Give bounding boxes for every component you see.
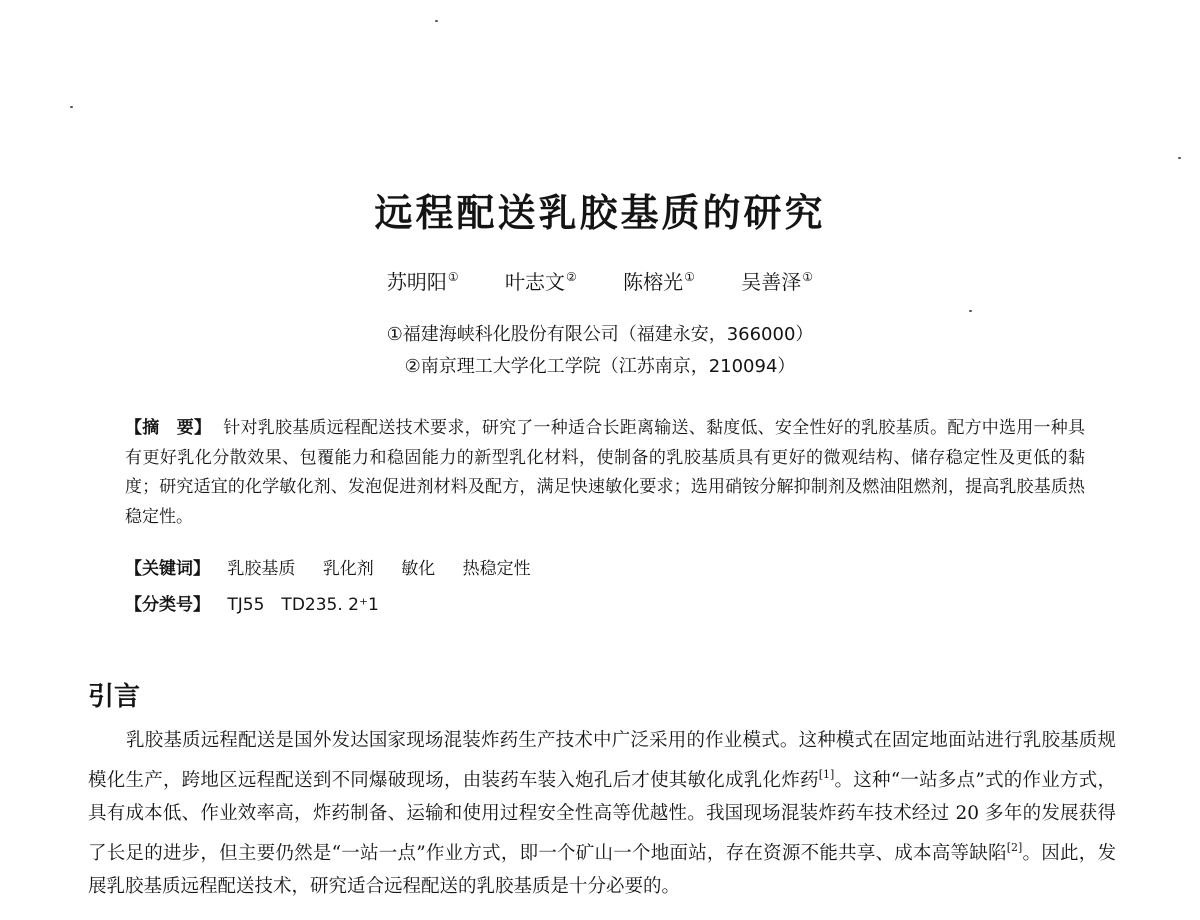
- author: [505, 266, 577, 295]
- keywords-label: 【关键词】: [125, 559, 210, 579]
- intro-text-part: 。这种“一站多点”式的作业方式，具有成本低、作业效率高，炸药制备、运输和使用过程安全性高等优越性。我国现场混装炸药车技术经过 20 多年的发展获得了长足的进步，但主要仍然是“一站一点”作业方式，即一个矿山一个地面站，存在资源不能共享、成本高等缺陷: [88, 769, 1116, 864]
- author-name: 吴善泽: [741, 270, 802, 294]
- author-name: 叶志文: [505, 270, 566, 294]
- citation: [1]: [818, 767, 835, 781]
- intro-text-part: 。因此，发展乳胶基质远程配送技术，研究适合远程配送的乳胶基质是十分必要的。: [88, 842, 1116, 897]
- intro-text-part: 乳胶基质远程配送是国外发达国家现场混装炸药生产技术中广泛采用的作业模式。这种模式在固定地面站进行乳胶基质规模化生产，跨地区远程配送到不同爆破现场，由装药车装入炮孔后才使其敏化成乳化炸药: [88, 730, 1116, 791]
- affiliation: ①福建海峡科化股份有限公司（福建永安，366000）: [386, 324, 814, 345]
- keyword: 乳化剂: [322, 559, 374, 579]
- scan-speck: [70, 106, 73, 108]
- author-affiliation-mark: ①: [802, 270, 814, 284]
- classification-label: 【分类号】: [125, 595, 210, 615]
- abstract-label: 【摘 要】: [125, 418, 212, 438]
- author: [623, 266, 695, 295]
- author-affiliation-mark: ①: [684, 270, 695, 284]
- scan-speck: [435, 20, 438, 22]
- abstract: [125, 414, 1085, 532]
- keyword: 乳胶基质: [227, 559, 296, 579]
- keywords: [125, 554, 553, 579]
- intro-paragraph: [88, 724, 1116, 904]
- section-heading: 引言: [88, 682, 141, 712]
- citation: [2]: [1006, 840, 1023, 854]
- author-affiliation-mark: ②: [566, 270, 577, 284]
- affiliation: ②南京理工大学化工学院（江苏南京，210094）: [404, 356, 796, 377]
- author-affiliation-mark: ①: [447, 270, 459, 284]
- scan-speck: [1178, 157, 1181, 159]
- author-name: 苏明阳: [386, 270, 447, 294]
- classification: [125, 590, 379, 615]
- author: [387, 266, 459, 295]
- abstract-text: 针对乳胶基质远程配送技术要求，研究了一种适合长距离输送、黏度低、安全性好的乳胶基质。配方中选用一种具有更好乳化分散效果、包覆能力和稳固能力的新型乳化材料，使制备的乳胶基质具有更好的微观结构、储存稳定性及更低的黏度；研究适宜的化学敏化剂、发泡促进剂材料及配方，满足快速敏化要求；选用硝铵分解抑制剂及燃油阻燃剂，提高乳胶基质热稳定性。: [125, 418, 1086, 527]
- keyword: 敏化: [401, 559, 436, 579]
- keyword: 热稳定性: [462, 559, 531, 579]
- scan-speck: [969, 310, 972, 312]
- author: [741, 266, 813, 295]
- author-name: 陈榕光: [623, 270, 684, 294]
- author-list: [0, 266, 1200, 295]
- classification-value: TJ55 TD235. 2⁺1: [227, 595, 379, 615]
- paper-title: 远程配送乳胶基质的研究: [374, 190, 826, 235]
